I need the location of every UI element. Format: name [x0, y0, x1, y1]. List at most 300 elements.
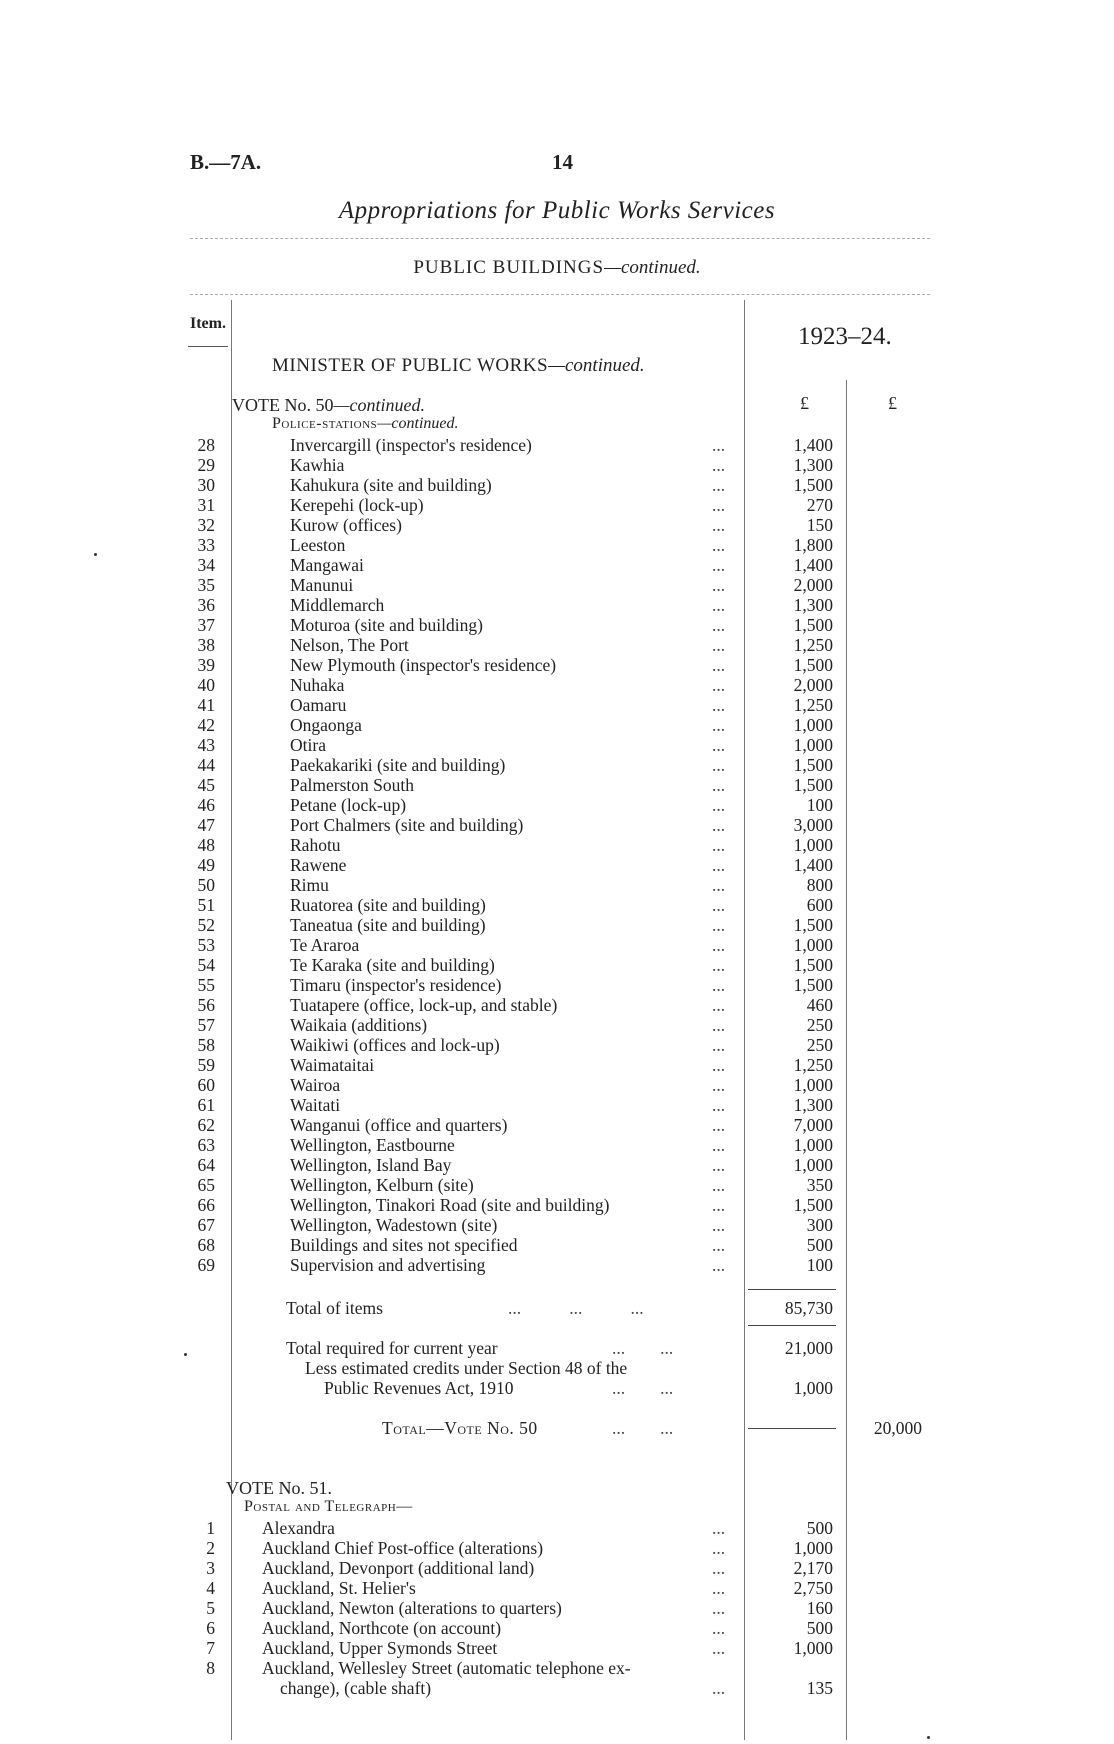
leader-dots: ...	[712, 1095, 726, 1115]
item-number: 2	[206, 1538, 215, 1558]
table-row	[0, 1115, 1114, 1135]
item-description: Wanganui (office and quarters)	[290, 1115, 508, 1135]
item-amount: 1,500	[793, 1195, 833, 1215]
table-row	[0, 1075, 1114, 1095]
item-description: Tuatapere (office, lock-up, and stable)	[290, 995, 558, 1015]
item-number: 68	[197, 1235, 215, 1255]
table-row	[0, 995, 1114, 1015]
item-number: 55	[197, 975, 215, 995]
item-description: Petane (lock-up)	[290, 795, 407, 815]
table-row	[0, 815, 1114, 835]
item-number: 67	[197, 1215, 215, 1235]
leader-dots: ...	[712, 1175, 726, 1195]
ministry-heading	[272, 355, 645, 377]
less-credits-row-2	[0, 1378, 1114, 1398]
leader-dots: ...	[712, 1235, 726, 1255]
item-description: Taneatua (site and building)	[290, 915, 486, 935]
item-description: Waikaia (additions)	[290, 1015, 428, 1035]
leader-dots: ...	[712, 755, 726, 775]
item-number: 46	[197, 795, 215, 815]
table-row	[0, 1255, 1114, 1275]
leader-dots: ...	[712, 535, 726, 555]
item-number: 64	[197, 1155, 215, 1175]
item-number: 63	[197, 1135, 215, 1155]
vote-50-label: VOTE No. 50	[232, 395, 334, 415]
item-number: 59	[197, 1055, 215, 1075]
leader-dots: ... ... ...	[508, 1298, 644, 1318]
item-number: 53	[197, 935, 215, 955]
item-number: 29	[197, 455, 215, 475]
leader-dots: ...	[712, 435, 726, 455]
total-items-amount: 85,730	[784, 1298, 833, 1318]
leader-dots: ...	[712, 655, 726, 675]
leader-dots: ...	[712, 995, 726, 1015]
item-amount: 500	[806, 1235, 833, 1255]
item-number: 58	[197, 1035, 215, 1055]
subtitle-divider	[190, 294, 930, 295]
item-amount: 250	[806, 1035, 833, 1055]
item-number: 49	[197, 855, 215, 875]
leader-dots: ...	[712, 1558, 726, 1578]
total-required-amount: 21,000	[784, 1338, 833, 1358]
table-row	[0, 475, 1114, 495]
item-amount: 100	[806, 795, 833, 815]
item-description: Mangawai	[290, 555, 364, 575]
item-number: 66	[197, 1195, 215, 1215]
item-number: 4	[206, 1578, 215, 1598]
leader-dots: ...	[712, 1255, 726, 1275]
leader-dots: ...	[712, 1598, 726, 1618]
item-description: Wellington, Kelburn (site)	[290, 1175, 474, 1195]
leader-dots: ...	[712, 1538, 726, 1558]
item-number: 60	[197, 1075, 215, 1095]
item-number: 32	[197, 515, 215, 535]
item-description: Kerepehi (lock-up)	[290, 495, 424, 515]
total-vote-50-label: Total—Vote No. 50	[382, 1418, 538, 1438]
currency-header-totals: £	[888, 393, 897, 413]
leader-dots: ... ...	[612, 1418, 674, 1438]
item-amount: 1,000	[793, 1538, 833, 1558]
table-row	[0, 1598, 1114, 1618]
item-number: 39	[197, 655, 215, 675]
table-row	[0, 1015, 1114, 1035]
table-row	[0, 635, 1114, 655]
table-row	[0, 1578, 1114, 1598]
item-amount: 800	[806, 875, 833, 895]
item-description-continuation: change), (cable shaft)	[280, 1678, 432, 1698]
item-description: Nelson, The Port	[290, 635, 409, 655]
table-row	[0, 1155, 1114, 1175]
less-credits-row-1	[0, 1358, 1114, 1378]
title-divider	[190, 238, 930, 239]
leader-dots: ...	[712, 1075, 726, 1095]
leader-dots: ... ...	[612, 1378, 674, 1398]
item-amount: 1,250	[793, 635, 833, 655]
item-amount: 7,000	[793, 1115, 833, 1135]
item-amount: 350	[806, 1175, 833, 1195]
item-description: Te Karaka (site and building)	[290, 955, 495, 975]
leader-dots: ...	[712, 855, 726, 875]
item-amount: 1,250	[793, 1055, 833, 1075]
item-number: 38	[197, 635, 215, 655]
leader-dots: ...	[712, 455, 726, 475]
leader-dots: ...	[712, 815, 726, 835]
item-amount: 1,500	[793, 955, 833, 975]
table-row	[0, 555, 1114, 575]
item-amount: 1,300	[793, 595, 833, 615]
item-description: Waikiwi (offices and lock-up)	[290, 1035, 500, 1055]
item-amount: 1,500	[793, 975, 833, 995]
item-amount: 2,170	[793, 1558, 833, 1578]
item-number: 47	[197, 815, 215, 835]
leader-dots: ...	[712, 1618, 726, 1638]
leader-dots: ...	[712, 955, 726, 975]
leader-dots: ...	[712, 1115, 726, 1135]
item-description: Auckland, Wellesley Street (automatic telephone ex-	[262, 1658, 631, 1678]
item-number: 65	[197, 1175, 215, 1195]
leader-dots: ...	[712, 715, 726, 735]
item-amount: 1,000	[793, 1638, 833, 1658]
item-number: 30	[197, 475, 215, 495]
leader-dots: ...	[712, 1035, 726, 1055]
item-number: 40	[197, 675, 215, 695]
item-number: 3	[206, 1558, 215, 1578]
table-row	[0, 595, 1114, 615]
leader-dots: ...	[712, 475, 726, 495]
table-row	[0, 955, 1114, 975]
item-amount: 2,000	[793, 675, 833, 695]
item-description: Oamaru	[290, 695, 347, 715]
item-number: 69	[197, 1255, 215, 1275]
ministry-name: MINISTER OF PUBLIC WORKS	[272, 355, 549, 376]
item-amount: 1,400	[793, 855, 833, 875]
item-amount: 600	[806, 895, 833, 915]
vote-50-continued: —continued.	[333, 395, 425, 415]
item-amount: 2,750	[793, 1578, 833, 1598]
subtitle-continued: —continued.	[604, 257, 701, 278]
item-number: 54	[197, 955, 215, 975]
item-number: 48	[197, 835, 215, 855]
table-row	[0, 435, 1114, 455]
item-number: 37	[197, 615, 215, 635]
item-amount: 150	[806, 515, 833, 535]
item-amount: 1,500	[793, 775, 833, 795]
table-row	[0, 1215, 1114, 1235]
item-description: Auckland, Upper Symonds Street	[262, 1638, 498, 1658]
item-amount: 1,300	[793, 455, 833, 475]
item-description: Palmerston South	[290, 775, 414, 795]
leader-dots: ...	[712, 1135, 726, 1155]
leader-dots: ...	[712, 1055, 726, 1075]
item-amount: 1,000	[793, 735, 833, 755]
item-description: Wellington, Island Bay	[290, 1155, 452, 1175]
leader-dots: ...	[712, 775, 726, 795]
leader-dots: ...	[712, 635, 726, 655]
table-row	[0, 935, 1114, 955]
item-amount: 500	[806, 1518, 833, 1538]
item-amount: 1,000	[793, 835, 833, 855]
item-number: 57	[197, 1015, 215, 1035]
item-number: 28	[197, 435, 215, 455]
item-description: Auckland, Devonport (additional land)	[262, 1558, 535, 1578]
table-row	[0, 515, 1114, 535]
total-vote-rule	[748, 1428, 836, 1429]
item-amount: 3,000	[793, 815, 833, 835]
leader-dots: ...	[712, 1195, 726, 1215]
item-description: Auckland, Newton (alterations to quarters)	[262, 1598, 562, 1618]
table-row	[0, 615, 1114, 635]
item-description: New Plymouth (inspector's residence)	[290, 655, 557, 675]
item-number: 35	[197, 575, 215, 595]
less-credits-label-2: Public Revenues Act, 1910	[324, 1378, 514, 1398]
table-row	[0, 1035, 1114, 1055]
leader-dots: ...	[712, 1578, 726, 1598]
item-description: Buildings and sites not specified	[290, 1235, 518, 1255]
item-description: Kahukura (site and building)	[290, 475, 492, 495]
table-row	[0, 695, 1114, 715]
leader-dots: ...	[712, 495, 726, 515]
item-amount: 1,800	[793, 535, 833, 555]
table-row	[0, 1618, 1114, 1638]
item-number: 52	[197, 915, 215, 935]
total-items-row	[0, 1298, 1114, 1318]
item-description: Paekakariki (site and building)	[290, 755, 506, 775]
leader-dots: ...	[712, 875, 726, 895]
item-amount: 1,300	[793, 1095, 833, 1115]
item-amount: 460	[806, 995, 833, 1015]
section-subtitle	[0, 257, 1114, 279]
item-description: Manunui	[290, 575, 354, 595]
police-stations-heading	[272, 415, 459, 433]
leader-dots: ...	[712, 595, 726, 615]
table-row	[0, 1135, 1114, 1155]
item-description: Nuhaka	[290, 675, 345, 695]
item-amount: 300	[806, 1215, 833, 1235]
vote-50-heading	[232, 395, 425, 416]
item-number: 61	[197, 1095, 215, 1115]
leader-dots: ...	[712, 1015, 726, 1035]
item-number: 36	[197, 595, 215, 615]
item-description: Waimataitai	[290, 1055, 375, 1075]
table-row	[0, 875, 1114, 895]
item-amount: 1,500	[793, 655, 833, 675]
document-reference: B.—7A.	[190, 150, 262, 174]
total-items-rule-bottom	[748, 1325, 836, 1326]
police-stations-continued: —continued.	[377, 415, 459, 432]
leader-dots: ...	[712, 555, 726, 575]
table-row	[0, 1518, 1114, 1538]
table-row	[0, 1175, 1114, 1195]
item-description: Otira	[290, 735, 326, 755]
table-row	[0, 1538, 1114, 1558]
item-description: Alexandra	[262, 1518, 335, 1538]
table-row	[0, 455, 1114, 475]
leader-dots: ...	[712, 1155, 726, 1175]
leader-dots: ...	[712, 895, 726, 915]
total-items-rule-top	[748, 1289, 836, 1290]
table-row	[0, 855, 1114, 875]
leader-dots: ...	[712, 515, 726, 535]
item-amount: 1,250	[793, 695, 833, 715]
leader-dots: ...	[712, 1215, 726, 1235]
ministry-continued: —continued.	[548, 355, 645, 376]
item-description: Middlemarch	[290, 595, 385, 615]
total-required-row	[0, 1338, 1114, 1358]
item-description: Rahotu	[290, 835, 341, 855]
item-description: Wairoa	[290, 1075, 341, 1095]
item-description: Ruatorea (site and building)	[290, 895, 486, 915]
table-row	[0, 495, 1114, 515]
total-required-label: Total required for current year	[286, 1338, 498, 1358]
leader-dots: ...	[712, 675, 726, 695]
item-number: 62	[197, 1115, 215, 1135]
item-description: Rawene	[290, 855, 347, 875]
leader-dots: ... ...	[612, 1338, 674, 1358]
item-amount: 1,000	[793, 1155, 833, 1175]
item-description: Auckland, St. Helier's	[262, 1578, 416, 1598]
item-description: Rimu	[290, 875, 329, 895]
table-row-continuation	[0, 1678, 1114, 1698]
leader-dots: ...	[712, 695, 726, 715]
item-description: Kawhia	[290, 455, 345, 475]
item-description: Wellington, Tinakori Road (site and building)	[290, 1195, 610, 1215]
total-items-label: Total of items	[286, 1298, 383, 1318]
item-number: 41	[197, 695, 215, 715]
table-row	[0, 1558, 1114, 1578]
table-row	[0, 1235, 1114, 1255]
item-amount: 250	[806, 1015, 833, 1035]
item-amount: 1,000	[793, 935, 833, 955]
item-description: Port Chalmers (site and building)	[290, 815, 524, 835]
page-number: 14	[552, 150, 573, 174]
item-amount: 1,000	[793, 715, 833, 735]
total-vote-50-row	[0, 1418, 1114, 1438]
item-amount: 2,000	[793, 575, 833, 595]
leader-dots: ...	[712, 575, 726, 595]
scan-speck	[94, 553, 97, 556]
total-vote-50-amount: 20,000	[873, 1418, 922, 1438]
table-row	[0, 975, 1114, 995]
table-row	[0, 535, 1114, 555]
item-amount: 1,500	[793, 755, 833, 775]
table-row	[0, 1195, 1114, 1215]
table-row	[0, 655, 1114, 675]
leader-dots: ...	[712, 615, 726, 635]
item-number: 6	[206, 1618, 215, 1638]
table-row	[0, 1638, 1114, 1658]
item-number: 1	[206, 1518, 215, 1538]
scan-speck	[184, 1353, 187, 1356]
leader-dots: ...	[712, 935, 726, 955]
item-number: 31	[197, 495, 215, 515]
item-number: 45	[197, 775, 215, 795]
item-number: 51	[197, 895, 215, 915]
table-row	[0, 675, 1114, 695]
leader-dots: ...	[712, 735, 726, 755]
item-amount: 100	[806, 1255, 833, 1275]
item-description: Kurow (offices)	[290, 515, 402, 535]
less-credits-amount: 1,000	[793, 1378, 833, 1398]
leader-dots: ...	[712, 795, 726, 815]
item-amount: 1,500	[793, 475, 833, 495]
item-number: 50	[197, 875, 215, 895]
item-number: 5	[206, 1598, 215, 1618]
item-description: Te Araroa	[290, 935, 360, 955]
item-number: 33	[197, 535, 215, 555]
page-title: Appropriations for Public Works Services	[338, 197, 776, 224]
police-stations-label: Police-stations	[272, 415, 378, 432]
item-description: Auckland, Northcote (on account)	[262, 1618, 502, 1638]
leader-dots: ...	[712, 1678, 726, 1698]
table-row	[0, 915, 1114, 935]
postal-telegraph-heading: Postal and Telegraph—	[244, 1498, 413, 1515]
table-row	[0, 1055, 1114, 1075]
subtitle-main: PUBLIC BUILDINGS	[413, 257, 605, 278]
item-description: Supervision and advertising	[290, 1255, 486, 1275]
table-row	[0, 1658, 1114, 1678]
vote-51-heading: VOTE No. 51.	[226, 1478, 332, 1498]
item-description: Wellington, Wadestown (site)	[290, 1215, 498, 1235]
leader-dots: ...	[712, 835, 726, 855]
table-row	[0, 715, 1114, 735]
table-row	[0, 575, 1114, 595]
item-number: 44	[197, 755, 215, 775]
item-amount: 1,400	[793, 435, 833, 455]
item-number: 8	[206, 1658, 215, 1678]
table-row	[0, 835, 1114, 855]
item-description: Moturoa (site and building)	[290, 615, 483, 635]
item-number: 43	[197, 735, 215, 755]
item-amount: 1,500	[793, 915, 833, 935]
item-amount: 1,000	[793, 1135, 833, 1155]
less-credits-label-1: Less estimated credits under Section 48 of the	[305, 1358, 628, 1378]
item-number: 7	[206, 1638, 215, 1658]
scan-speck	[927, 1736, 930, 1739]
leader-dots: ...	[712, 1518, 726, 1538]
item-description: Ongaonga	[290, 715, 362, 735]
item-description: Invercargill (inspector's residence)	[290, 435, 532, 455]
item-header-rule	[188, 346, 228, 347]
item-number: 56	[197, 995, 215, 1015]
table-row	[0, 795, 1114, 815]
item-amount: 1,000	[793, 1075, 833, 1095]
item-description: Wellington, Eastbourne	[290, 1135, 455, 1155]
item-amount: 1,500	[793, 615, 833, 635]
item-amount: 135	[806, 1678, 833, 1698]
leader-dots: ...	[712, 915, 726, 935]
item-description: Leeston	[290, 535, 346, 555]
leader-dots: ...	[712, 1638, 726, 1658]
item-column-header: Item.	[190, 315, 226, 332]
item-description: Waitati	[290, 1095, 341, 1115]
item-amount: 1,400	[793, 555, 833, 575]
item-description: Timaru (inspector's residence)	[290, 975, 502, 995]
currency-header-items: £	[800, 393, 809, 413]
item-description: Auckland Chief Post-office (alterations)	[262, 1538, 544, 1558]
item-number: 34	[197, 555, 215, 575]
table-row	[0, 735, 1114, 755]
table-row	[0, 755, 1114, 775]
table-row	[0, 1095, 1114, 1115]
item-amount: 500	[806, 1618, 833, 1638]
table-row	[0, 775, 1114, 795]
item-amount: 270	[806, 495, 833, 515]
table-row	[0, 895, 1114, 915]
item-amount: 160	[806, 1598, 833, 1618]
year-header: 1923–24.	[798, 323, 892, 350]
leader-dots: ...	[712, 975, 726, 995]
item-number: 42	[197, 715, 215, 735]
